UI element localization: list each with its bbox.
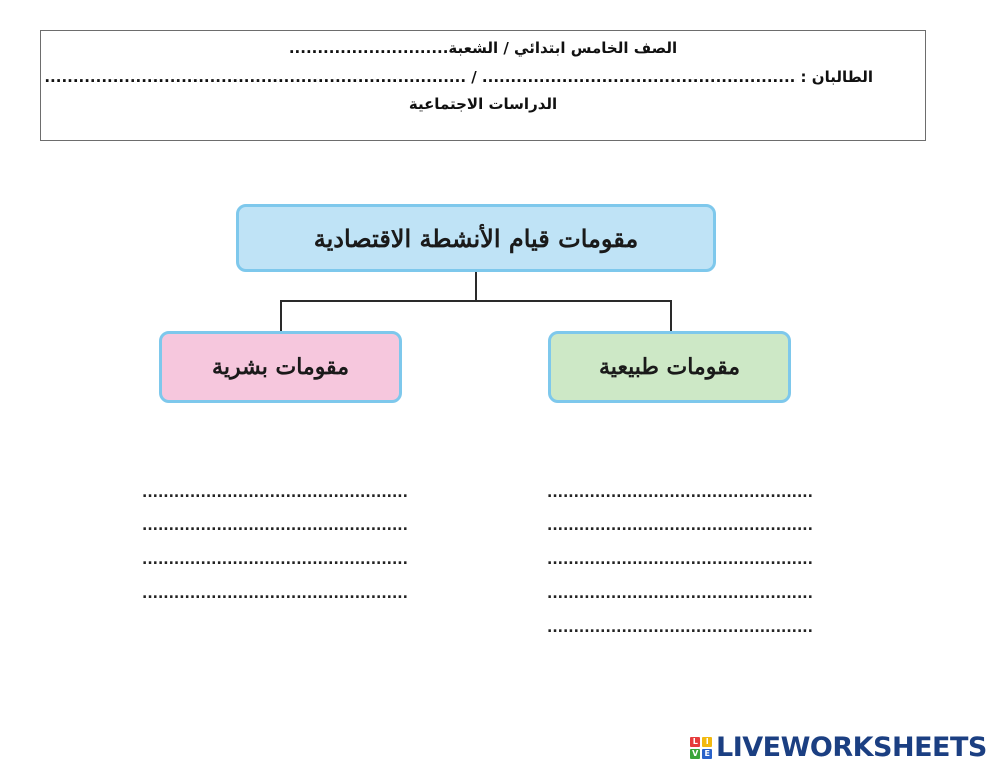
natural-answer-line[interactable]: .................................................. [547, 552, 813, 568]
diagram-root-label: مقومات قيام الأنشطة الاقتصادية [313, 223, 639, 253]
diagram-human-node [159, 331, 402, 403]
subject-line: الدراسات الاجتماعية [408, 95, 558, 113]
human-answer-line[interactable]: .................................................. [142, 485, 408, 501]
human-answer-line[interactable]: .................................................. [142, 586, 408, 602]
diagram-natural-label: مقومات طبيعية [599, 354, 740, 380]
header-box [40, 30, 926, 141]
connector-vertical-natural [670, 300, 672, 331]
connector-vertical-human [280, 300, 282, 331]
diagram-natural-node [548, 331, 791, 403]
logo-cell: L [690, 737, 700, 747]
natural-answer-line[interactable]: .................................................. [547, 518, 813, 534]
diagram-human-label: مقومات بشرية [212, 354, 349, 380]
brand-name: LIVEWORKSHEETS [716, 732, 987, 763]
human-answer-line[interactable]: .................................................. [142, 518, 408, 534]
students-line: الطالبان : ....................................................... / .......................................................................... [44, 68, 873, 86]
liveworksheets-logo [690, 732, 987, 763]
grade-line: الصف الخامس ابتدائي / الشعبة............................ [288, 39, 678, 57]
diagram-root-node [236, 204, 716, 272]
logo-cell: I [702, 737, 712, 747]
human-answer-line[interactable]: .................................................. [142, 552, 408, 568]
connector-horizontal [280, 300, 672, 302]
logo-cell: E [702, 749, 712, 759]
natural-answer-line[interactable]: .................................................. [547, 485, 813, 501]
natural-answer-line[interactable]: .................................................. [547, 620, 813, 636]
connector-vertical-root [475, 272, 477, 302]
logo-cell: V [690, 749, 700, 759]
natural-answer-line[interactable]: .................................................. [547, 586, 813, 602]
logo-grid-icon [690, 737, 712, 759]
